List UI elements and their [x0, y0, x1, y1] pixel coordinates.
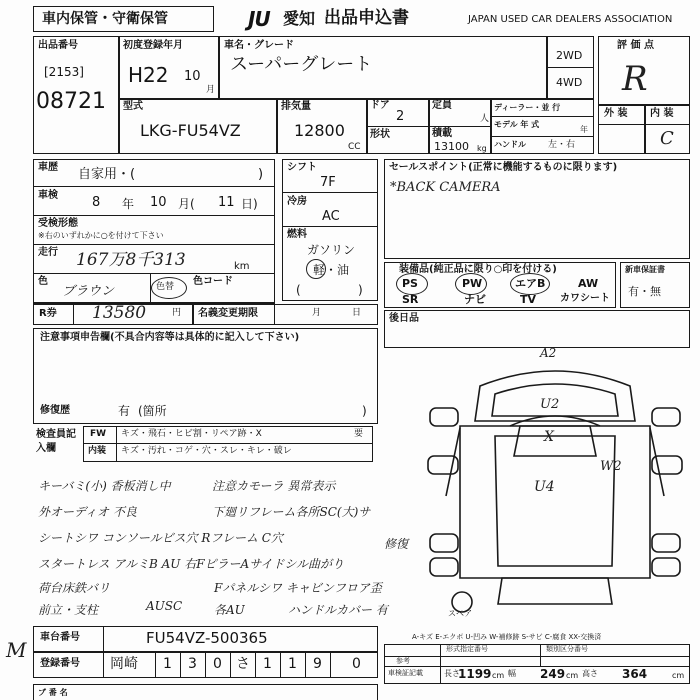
airbag-circle [510, 273, 550, 295]
remark-key: キーバミ(小) 香板消し中 [38, 479, 171, 493]
width-label: 幅 [508, 669, 516, 678]
plate-label: 登録番号 [40, 658, 80, 669]
inspector-label: 検査員記入欄 [36, 429, 76, 454]
interior-grade-label: 内 装 [650, 108, 674, 119]
load-capacity-label: 積載 [432, 128, 452, 139]
footer-label: ブ 番 名 [38, 688, 68, 697]
inspection-year: 8 [92, 195, 101, 210]
vehicle-name-label: 車名・グレード [224, 40, 294, 51]
transfer-month: 月 [312, 308, 322, 318]
height-label: 高さ [582, 669, 598, 678]
interior-grade: C [660, 128, 674, 149]
inspector-interior-defects: キズ・汚れ・コゲ・穴・スレ・キレ・破レ [121, 446, 292, 456]
length-label: 長さ [444, 669, 460, 678]
remark-audio: 外オーディオ 不良 [38, 505, 137, 519]
rear-panel [498, 578, 612, 604]
org-name: 愛知 [283, 9, 316, 28]
remark-au: 各AU [214, 603, 245, 617]
capacity-unit: 人 [480, 114, 490, 124]
remark-seat: シートシワ コンソールビス穴 Rフレーム C穴 [38, 531, 283, 545]
wheel-front-left [430, 408, 458, 426]
remark-panel: Fパネルシワ キャビンフロア歪 [214, 581, 382, 595]
fuel-paren-open: ( [296, 283, 301, 297]
ac-label: 冷房 [287, 196, 307, 207]
registration-year: H22 [128, 63, 169, 87]
capacity-label: 定員 [432, 100, 452, 111]
remark-warning: 注意カモーラ 異常表示 [212, 479, 336, 493]
plate-class-3: 0 [213, 656, 222, 672]
equipment-airbag: エアB [515, 277, 546, 290]
warranty-value: 有・無 [628, 285, 661, 298]
recycle-fee-unit: 円 [172, 308, 182, 318]
fuel-label: 燃料 [287, 229, 307, 240]
dimensions-label: 車検証記載 [388, 669, 423, 677]
wheel-front-right [652, 408, 680, 426]
damage-u4: U4 [534, 479, 555, 495]
repair-history-label: 修復歴 [40, 405, 70, 416]
width-value: 249 [540, 667, 566, 681]
fuel-value: ガソリン [307, 243, 356, 257]
repair-location: (箇所 [138, 404, 167, 418]
steering-label: ハンドル [494, 140, 526, 149]
inspector-fw-defects: キズ・飛石・ヒビ割・リペア跡・X [121, 429, 262, 439]
width-unit: cm [566, 671, 579, 680]
plate-class-1: 1 [163, 656, 172, 672]
remark-ausc: AUSC [146, 599, 183, 613]
plate-digit-4: 0 [352, 656, 361, 672]
history-table [33, 159, 275, 325]
plate-kana: さ [236, 656, 250, 672]
after-fit-label: 後日品 [389, 313, 419, 324]
pw-circle [455, 273, 487, 295]
damage-a2: A2 [540, 346, 557, 360]
association-name: JAPAN USED CAR DEALERS ASSOCIATION [468, 14, 673, 25]
recycle-label: R券 [39, 308, 57, 319]
usage-label: 車歴 [38, 162, 58, 173]
notes-label: 注意事項申告欄(不具合内容等は具体的に記入して下さい) [40, 332, 300, 343]
ac-value: AC [322, 209, 340, 224]
length-value: 1199 [458, 667, 492, 681]
color-change: 色替 [156, 282, 175, 292]
after-fit-box [384, 310, 690, 348]
remark-pillar: スタートレス アルミB AU 右FピラーAサイドシル曲がり [38, 557, 345, 571]
equipment-leather: カワシート [560, 293, 610, 304]
displacement: 12800 [294, 121, 345, 140]
model-code: LKG-FU54VZ [140, 121, 241, 140]
transfer-day: 日 [352, 308, 362, 318]
exterior-grade-label: 外 装 [604, 108, 628, 119]
selling-points-box [384, 159, 690, 259]
registration-month-unit: 月 [206, 85, 216, 95]
fuel-alt: 軽・油 [313, 263, 350, 277]
body-shape-label: 形状 [370, 129, 390, 140]
wheel-rear-right-2 [652, 558, 680, 576]
remark-repair: 修復 [384, 537, 409, 551]
equipment-aw: AW [578, 277, 599, 290]
lot-number: 08721 [36, 89, 106, 114]
class-number-label: 類別区分番号 [546, 645, 588, 653]
load-capacity: 13100 [434, 140, 469, 153]
lot-number-label: 出品番号 [38, 40, 78, 51]
form-title: 出品申込書 [324, 8, 409, 28]
inspection-month-unit: 月( [178, 197, 195, 211]
inspection-label: 車検 [38, 190, 58, 201]
steering-value: 左・右 [548, 140, 576, 150]
lot-sub-number: [2153] [44, 65, 84, 79]
plate-digit-2: 1 [288, 656, 297, 672]
warranty-label: 新車保証書 [625, 265, 665, 274]
mileage-label: 走行 [38, 247, 58, 258]
storage-notice: 車内保管・守衛保管 [42, 11, 168, 27]
spare-label: スペア [448, 609, 472, 618]
drive-2wd: 2WD [556, 49, 583, 62]
shift-value: 7F [320, 175, 336, 190]
repair-history-value: 有 [118, 404, 131, 418]
type-designation-label: 形式指定番号 [446, 645, 488, 653]
first-registration-label: 初度登録年月 [123, 40, 183, 51]
mileage: 167万8千313 [76, 250, 186, 270]
inspection-month: 10 [150, 195, 167, 210]
displacement-unit: CC [348, 142, 361, 152]
damage-diagram [420, 346, 690, 626]
doors: 2 [396, 109, 405, 124]
model-year-unit: 年 [580, 125, 588, 134]
height-value: 364 [622, 667, 648, 681]
remark-deck: 荷台床鉄バリ [38, 581, 111, 595]
mileage-unit: km [234, 261, 250, 272]
remark-post: 前立・支柱 [38, 603, 99, 617]
load-capacity-unit: kg [477, 144, 487, 153]
chassis-number: FU54VZ-500365 [146, 629, 268, 647]
plate-digit-1: 1 [263, 656, 272, 672]
repair-location-close: ) [362, 404, 367, 418]
color-value: ブラウン [62, 284, 115, 299]
equipment-ps: PS [402, 277, 418, 290]
equipment-navi: ナビ [464, 293, 486, 306]
chassis-number-label: 車台番号 [40, 632, 80, 643]
vehicle-name: スーパーグレート [230, 54, 373, 75]
damage-u2: U2 [540, 397, 560, 412]
registration-month: 10 [184, 69, 201, 84]
color-change-circle [151, 277, 187, 299]
recycle-fee: 13580 [92, 303, 147, 323]
wheel-rear-right-1 [652, 534, 680, 552]
length-unit: cm [492, 671, 505, 680]
ju-logo: JU [248, 7, 270, 31]
remark-handle: ハンドルカバー 有 [288, 603, 388, 617]
drive-4wd: 4WD [556, 76, 583, 89]
wheel-rear-left-2 [430, 558, 458, 576]
selling-points-label: セールスポイント(正常に機能するものに限ります) [389, 162, 618, 173]
wheel-rear-left-1 [430, 534, 458, 552]
damage-x: X [544, 429, 554, 445]
damage-w2: W2 [600, 459, 622, 474]
height-unit: cm [672, 671, 685, 680]
damage-legend: A-キズ E-エクボ U-凹み W-補修跡 S-サビ C-腐食 XX-交換済 [412, 633, 602, 641]
fuel-circle [306, 259, 326, 279]
remark-frame: 下廻リフレーム各所SC(大)サ [212, 505, 371, 519]
equipment-tv: TV [520, 293, 537, 306]
consign-type-note: ※右のいずれかに○を付けて下さい [38, 231, 164, 240]
body-outline [460, 426, 650, 578]
cab-outline [475, 371, 635, 421]
usage-close: ) [258, 167, 264, 182]
inspector-fw: FW [90, 429, 107, 439]
inspector-fw-required: 要 [354, 429, 364, 439]
equipment-pw: PW [462, 277, 483, 290]
grade-label: 評 価 点 [617, 40, 654, 51]
selling-points-value: *BACK CAMERA [390, 180, 501, 195]
equipment-sr: SR [402, 293, 419, 306]
inspection-day: 11 [218, 195, 235, 210]
footer-row [33, 684, 378, 700]
color-code-label: 色コード [193, 276, 233, 287]
consign-type-label: 受検形態 [38, 218, 78, 229]
plate-digit-3: 9 [313, 656, 322, 672]
transfer-deadline-label: 名義変更期限 [198, 308, 258, 319]
inspector-interior: 内装 [88, 446, 107, 456]
ps-circle [396, 273, 428, 295]
model-code-label: 型式 [123, 101, 143, 112]
color-label: 色 [38, 276, 48, 287]
reference-label: 参考 [396, 657, 410, 665]
grade-score: R [622, 59, 648, 99]
displacement-label: 排気量 [281, 101, 311, 112]
plate-region: 岡崎 [110, 656, 138, 672]
equipment-label: 装備品(純正品に限り○印を付ける) [399, 264, 557, 275]
shift-label: シフト [287, 162, 317, 173]
inspection-year-unit: 年 [122, 197, 135, 211]
inspection-day-unit: 日) [241, 197, 258, 211]
model-year-label: モデル 年 式 [494, 120, 540, 129]
dealer-label: ディーラー・並 行 [494, 103, 561, 112]
x-panel [514, 426, 596, 456]
footer-mark: M [6, 638, 27, 662]
fuel-paren-close: ) [358, 283, 363, 297]
doors-label: ドア [370, 100, 390, 111]
plate-class-2: 3 [188, 656, 197, 672]
usage-value: 自家用・( [78, 167, 136, 182]
